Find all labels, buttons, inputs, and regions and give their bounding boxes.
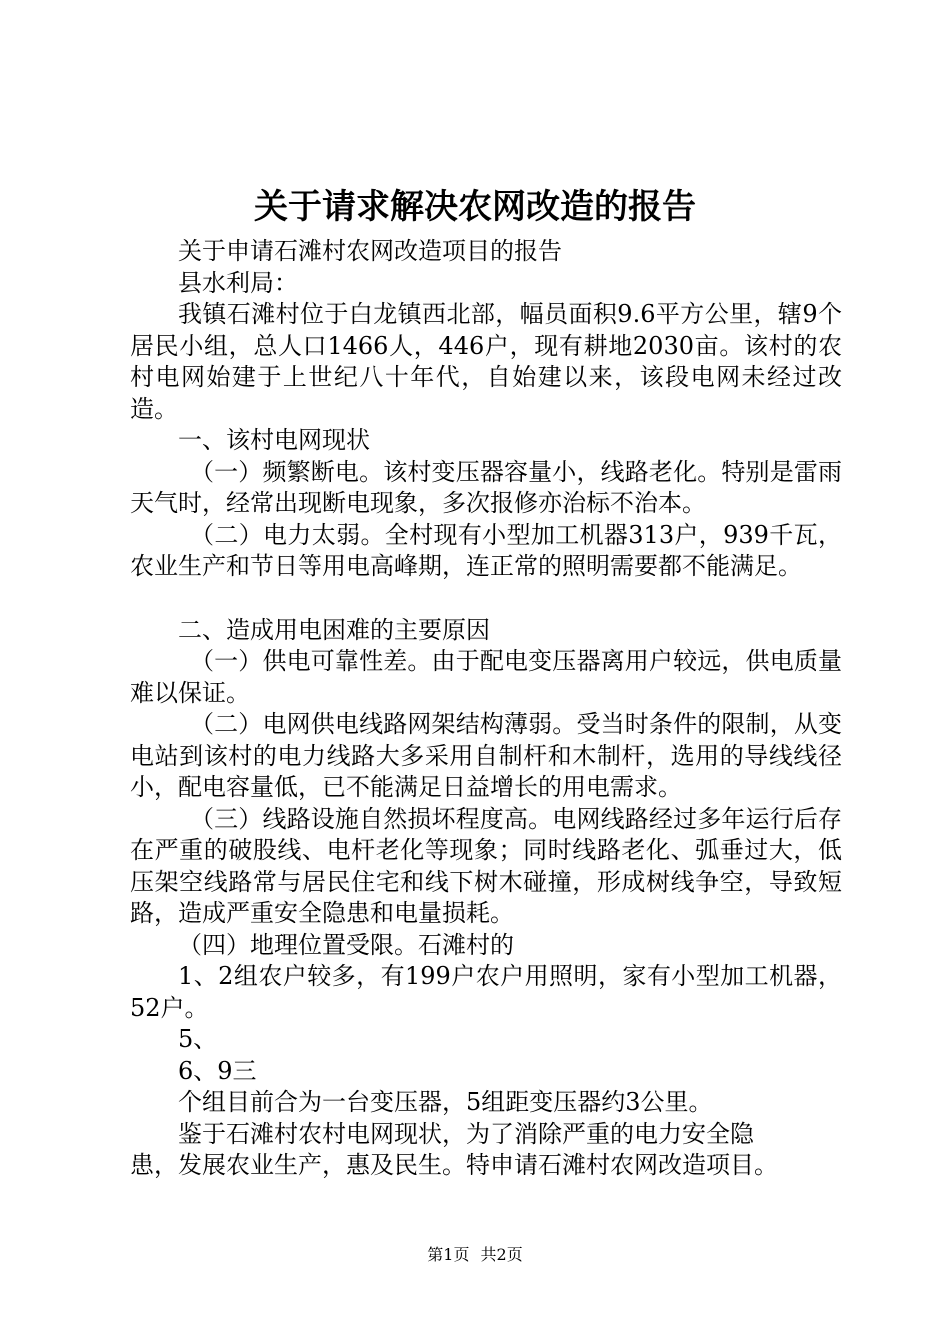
section-heading-2: 二、造成用电困难的主要原因 <box>178 615 490 644</box>
section2-item-2: （二）电网供电线路网架结构薄弱。受当时条件的限制，从变电站到该村的电力线路大多采用自制杆和木制杆，选用的导线线径小，配电容量低，已不能满足日益增长的用电需求。 <box>130 710 842 801</box>
page-number: 第1页 <box>427 1245 470 1264</box>
addressee: 县水利局： <box>178 268 298 297</box>
paragraph-fragment-6: 患，发展农业生产，惠及民生。特申请石滩村农网改造项目。 <box>130 1151 778 1179</box>
section2-item-3: （三）线路设施自然损坏程度高。电网线路经过多年运行后存在严重的破股线、电杆老化等现象；同时线路老化、弧垂过大，低压架空线路常与居民住宅和线下树木碰撞，形成树线争空，导致短路，造成严重安全隐患和电量损耗。 <box>130 804 842 927</box>
paragraph-fragment-4: 个组目前合为一台变压器，5组距变压器约3公里。 <box>178 1088 713 1116</box>
page-footer <box>0 1244 950 1266</box>
section2-item-4: （四）地理位置受限。石滩村的 <box>178 930 514 959</box>
paragraph-fragment-2: 5、 <box>178 1025 218 1053</box>
document-body <box>130 236 842 1182</box>
section-heading-1: 一、该村电网现状 <box>178 426 370 454</box>
paragraph-fragment-3: 6、9三 <box>178 1056 257 1085</box>
paragraph-intro: 我镇石滩村位于白龙镇西北部，幅员面积9.6平方公里，辖9个居民小组，总人口1466人，446户，现有耕地2030亩。该村的农村电网始建于上世纪八十年代，自始建以来，该段电网未经过改造。 <box>130 300 842 423</box>
section1-item-1: （一）频繁断电。该村变压器容量小，线路老化。特别是雷雨天气时，经常出现断电现象，多次报修亦治标不治本。 <box>130 457 842 517</box>
section2-item-1: （一）供电可靠性差。由于配电变压器离用户较远，供电质量难以保证。 <box>130 647 842 707</box>
page-total: 共2页 <box>480 1245 523 1264</box>
section1-item-2: （二）电力太弱。全村现有小型加工机器313户，939千瓦，农业生产和节日等用电高峰期，连正常的照明需要都不能满足。 <box>130 520 842 580</box>
document-title: 关于请求解决农网改造的报告 <box>254 187 696 227</box>
paragraph-fragment-5: 鉴于石滩村农村电网现状，为了消除严重的电力安全隐 <box>178 1119 754 1148</box>
blank-line <box>130 583 842 615</box>
paragraph-fragment-1: 1、2组农户较多，有199户农户用照明，家有小型加工机器，52户。 <box>130 962 842 1022</box>
document-subtitle: 关于申请石滩村农网改造项目的报告 <box>178 237 562 265</box>
